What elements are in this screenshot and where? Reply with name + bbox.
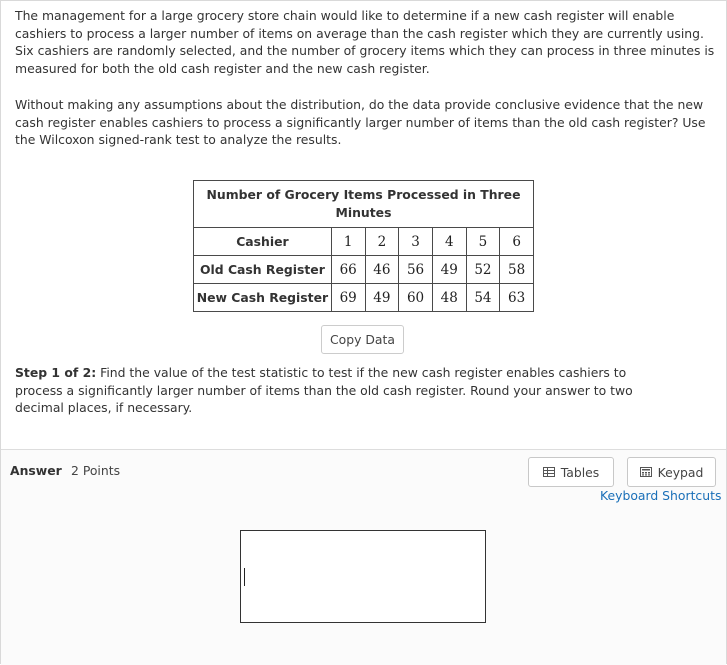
row-label: Old Cash Register [194,256,332,284]
table-cell: 52 [466,256,500,284]
copy-data-button[interactable]: Copy Data [321,325,404,354]
table-cell: 60 [399,284,433,312]
question-paragraph-1: The management for a large grocery store chain would like to determine if a new cash register will enable cashiers to process a larger number of items on average than the cash register which they are currently using. Six cashiers are randomly selected, and the number of grocery items which they can process in three minutes is measured for both the old cash register and the new cash register. [15,8,715,76]
row-label: New Cash Register [194,284,332,312]
table-title: Number of Grocery Items Processed in Three Minutes [194,181,534,228]
table-cell: 46 [365,256,399,284]
keypad-button-label: Keypad [657,464,704,480]
table-row-cashier [194,228,534,256]
table-cell: 2 [365,228,399,256]
step-label: Step 1 of 2: [15,365,97,380]
table-row-new [194,284,534,312]
table-cell: 3 [399,228,433,256]
table-cell: 54 [466,284,500,312]
tables-button-label: Tables [560,464,600,480]
table-cell: 6 [500,228,534,256]
answer-input[interactable] [240,530,486,623]
table-cell: 49 [365,284,399,312]
answer-points: 2 Points [71,463,121,478]
keypad-button[interactable] [627,457,716,487]
table-cell: 69 [331,284,365,312]
divider [1,449,726,450]
table-cell: 4 [432,228,466,256]
table-cell: 56 [399,256,433,284]
table-cell: 66 [331,256,365,284]
table-cell: 1 [331,228,365,256]
table-cell: 58 [500,256,534,284]
keyboard-shortcuts-link[interactable]: Keyboard Shortcuts [600,488,722,503]
table-grid-icon [543,467,555,477]
question-paragraph-2: Without making any assumptions about the distribution, do the data provide conclusive evidence that the new cash register enables cashiers to process a significantly larger number of items than the old cash register? Use the Wilcoxon signed-rank test to analyze the results. [15,97,706,148]
step-text: Find the value of the test statistic to test if the new cash register enables cashiers to process a significantly larger number of items than the old cash register. Round your answer to two decimal places, if necessary. [15,365,633,416]
table-row-old [194,256,534,284]
table-cell: 5 [466,228,500,256]
table-cell: 48 [432,284,466,312]
table-cell: 49 [432,256,466,284]
calculator-icon [640,467,652,477]
row-label: Cashier [194,228,332,256]
answer-label: Answer [10,463,62,478]
data-table [193,180,534,312]
text-caret [244,568,245,586]
table-cell: 63 [500,284,534,312]
tables-button[interactable] [528,457,614,487]
step-instructions [15,364,675,417]
